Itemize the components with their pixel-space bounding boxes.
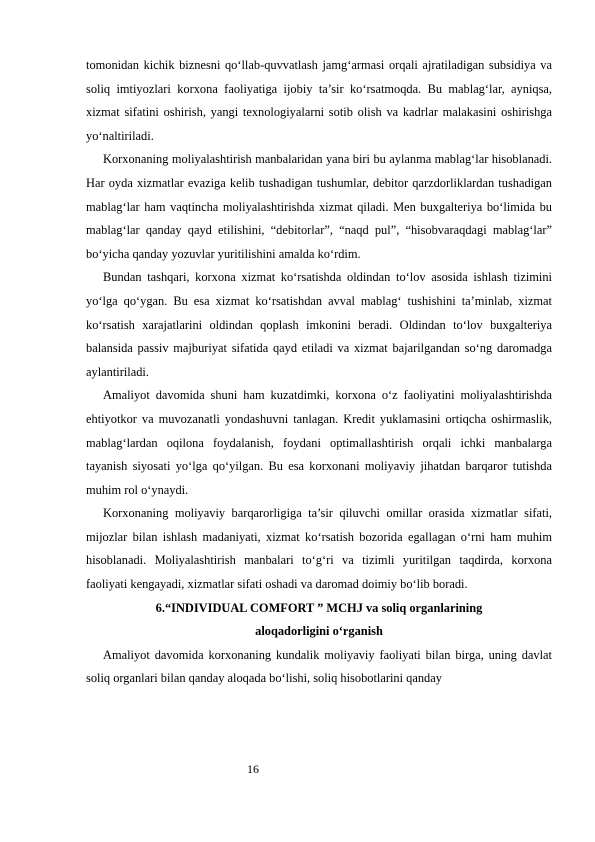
paragraph-4: Amaliyot davomida shuni ham kuzatdimki, korxona o‘z faoliyatini moliyalashtirishda ehtiyotkor va muvozanatli yondashuvni tanlagan. Kredit yuklamasini ortiqcha oshirmaslik, mablag‘lardan oqilona foydalanish, foydani optimallashtirish orqali ichki manbalarga tayanish siyosati yo‘lga qo‘yilgan. Bu esa korxonani moliyaviy jihatdan barqaror tutishda muhim rol o‘ynaydi. — [86, 388, 552, 497]
paragraph-6: Amaliyot davomida korxonaning kundalik moliyaviy faoliyati bilan birga, uning davlat soliq organlari bilan qanday aloqada bo‘lishi, soliq hisobotlarini qanday — [86, 647, 552, 686]
paragraph-2: Korxonaning moliyalashtirish manbalaridan yana biri bu aylanma mablag‘lar hisoblanadi. Har oyda xizmatlar evaziga kelib tushadigan tushumlar, debitor qarzdorliklardan tushadigan mablag‘lar ham vaqtincha moliyalashtirishda xizmat qiladi. Men buxgalteriya bo‘limida bu mablag‘lar qanday qayd etilishini, “debitorlar”, “naqd pul”, “hisobvaraqdagi mablag‘lar” bo‘yicha qanday yozuvlar yuritilishini amalda ko‘rdim. — [86, 152, 552, 261]
section-heading-line-1: 6.“INDIVIDUAL COMFORT ” MCHJ va soliq organlarining — [155, 600, 483, 615]
page-number: 16 — [247, 762, 259, 776]
paragraph-1: tomonidan kichik biznesni qo‘llab-quvvatlash jamg‘armasi orqali ajratiladigan subsidiya va soliq imtiyozlari korxona faoliyatiga ijobiy ta’sir ko‘rsatmoqda. Bu mablag‘lar, ayniqsa, xizmat sifatini oshirish, yangi texnologiyalarni sotib olish va kadrlar malakasini oshirishga yo‘naltiriladi. — [86, 58, 552, 143]
section-heading-line-2: aloqadorligini o‘rganish — [255, 624, 383, 639]
paragraph-5: Korxonaning moliyaviy barqarorligiga ta’sir qiluvchi omillar orasida xizmatlar sifati, mijozlar bilan ishlash madaniyati, xizmat ko‘rsatish bozorida egallagan o‘rni ham muhim hisoblanadi. Moliyalashtirish manbalari to‘g‘ri va tizimli yuritilgan taqdirda, korxona faoliyati kengayadi, xizmatlar sifati oshadi va daromad doimiy bo‘lib boradi. — [86, 506, 552, 592]
body-text — [86, 54, 552, 691]
paragraph-3: Bundan tashqari, korxona xizmat ko‘rsatishda oldindan to‘lov asosida ishlash tizimini yo‘lga qo‘ygan. Bu esa xizmat ko‘rsatishdan avval mablag‘ tushishini ta’minlab, xizmat ko‘rsatish xarajatlarini oldindan qoplash imkonini beradi. Oldindan to‘lov buxgalteriya balansida passiv majburiyat sifatida qayd etiladi va xizmat bajarilgandan so‘ng daromadga aylantiriladi. — [86, 270, 552, 379]
